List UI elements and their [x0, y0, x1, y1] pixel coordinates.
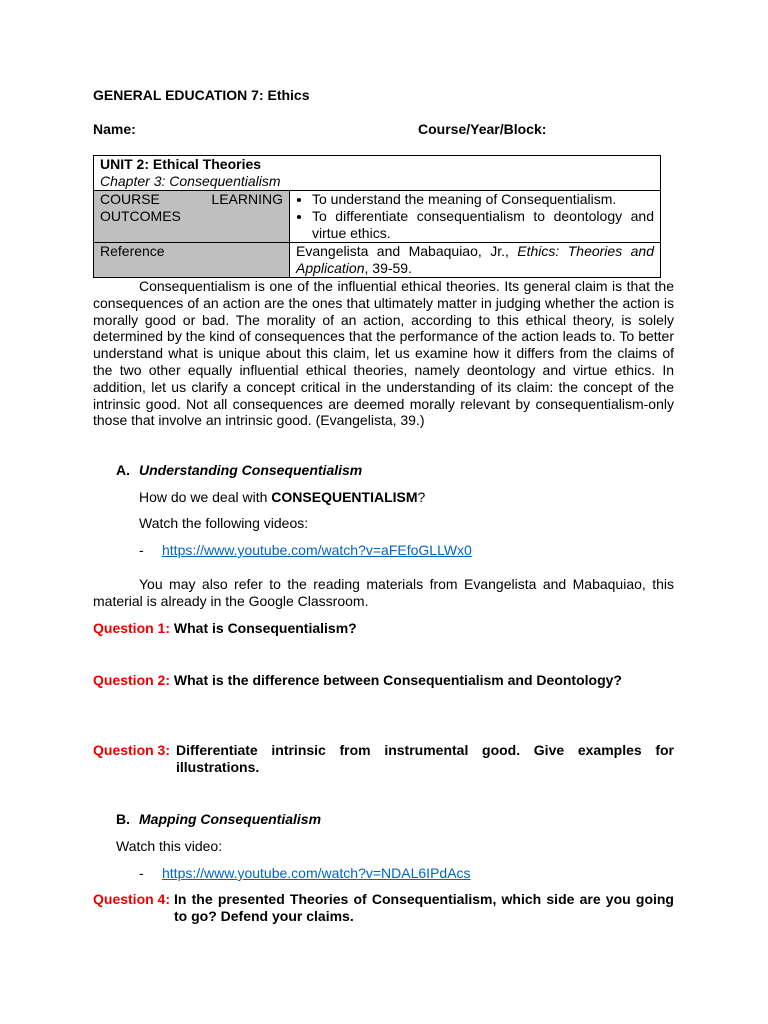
- section-b-letter: B.: [116, 811, 130, 827]
- section-b-title: Mapping Consequentialism: [139, 811, 322, 827]
- name-label: Name:: [93, 121, 136, 137]
- unit-title: UNIT 2: Ethical Theories: [100, 156, 262, 172]
- intro-paragraph: Consequentialism is one of the influential ethical theories. Its general claim is that the consequences of an action are the ones that ultimately matter in judging whether the action is morally good or bad. The morality of an action, according to this ethical theory, is solely determined by the kind of consequences that the performance of the action leads to. To better understand what is unique about this claim, let us examine how it differs from the claims of the two other equally influential ethical theories, namely deontology and virtue ethics. In addition, let us clarify a concept critical in the understanding of its claim: the concept of the intrinsic good. Not all consequences are deemed morally relevant by consequentialism-only those that involve an intrinsic good. (Evangelista, 39.): [93, 278, 674, 429]
- prompt-suffix: ?: [417, 489, 426, 505]
- reading-paragraph: You may also refer to the reading materials from Evangelista and Mabaquiao, this material is already in the Google Classroom.: [93, 576, 674, 609]
- question-4: [93, 891, 674, 925]
- course-label: Course/Year/Block:: [418, 121, 547, 137]
- question-3-label: Question 3:: [93, 742, 171, 758]
- question-2-text: What is the difference between Consequentialism and Deontology?: [173, 672, 622, 688]
- outcomes-label-cell: [94, 191, 290, 243]
- question-3: [93, 742, 674, 776]
- section-b-watch-text: Watch this video:: [116, 838, 223, 854]
- unit-cell: [94, 156, 661, 191]
- reference-authors: Evangelista and Mabaquiao, Jr.,: [296, 243, 518, 259]
- info-table: [93, 155, 661, 278]
- prompt-prefix: How do we deal with: [139, 489, 272, 505]
- outcomes-label-course: COURSE: [100, 191, 160, 207]
- question-1-label: Question 1:: [93, 620, 171, 636]
- outcome-item: • To understand the meaning of Consequentialism.: [312, 191, 654, 208]
- reference-cell: [290, 243, 661, 278]
- section-a-letter: A.: [116, 462, 130, 478]
- document-title: GENERAL EDUCATION 7: Ethics: [93, 87, 310, 103]
- question-4-text: In the presented Theories of Consequentialism, which side are you going to go? Defend your claims.: [174, 891, 674, 924]
- reference-label-cell: [94, 243, 290, 278]
- section-a-title: Understanding Consequentialism: [139, 462, 363, 478]
- section-a-prompt: [139, 489, 425, 505]
- question-1-text: What is Consequentialism?: [173, 620, 357, 636]
- question-1: [93, 620, 674, 637]
- outcomes-label-outcomes: OUTCOMES: [100, 208, 181, 224]
- question-3-text: Differentiate intrinsic from instrumental good. Give examples for illustrations.: [176, 742, 674, 775]
- section-a-watch-text: Watch the following videos:: [139, 515, 309, 531]
- reference-pages: , 39-59.: [364, 260, 412, 276]
- prompt-keyword: CONSEQUENTIALISM: [271, 489, 418, 505]
- reference-label: Reference: [100, 243, 165, 259]
- video-link-a[interactable]: https://www.youtube.com/watch?v=aFEfoGLLWx0: [162, 542, 472, 558]
- outcomes-list: [296, 191, 654, 242]
- reference-title: Ethics: Theories and Application: [296, 243, 654, 276]
- chapter-title: Chapter 3: Consequentialism: [100, 173, 281, 189]
- section-b-dash: -: [139, 865, 144, 881]
- question-4-label: Question 4:: [93, 891, 171, 907]
- section-a-dash: -: [139, 542, 144, 558]
- question-2-label: Question 2:: [93, 672, 171, 688]
- video-link-b[interactable]: https://www.youtube.com/watch?v=NDAL6IPdAcs: [162, 865, 471, 881]
- question-2: [93, 672, 674, 689]
- outcomes-cell: [290, 191, 661, 243]
- outcomes-label-learning: LEARNING: [211, 191, 283, 207]
- outcome-item: • To differentiate consequentialism to deontology and virtue ethics.: [312, 208, 654, 242]
